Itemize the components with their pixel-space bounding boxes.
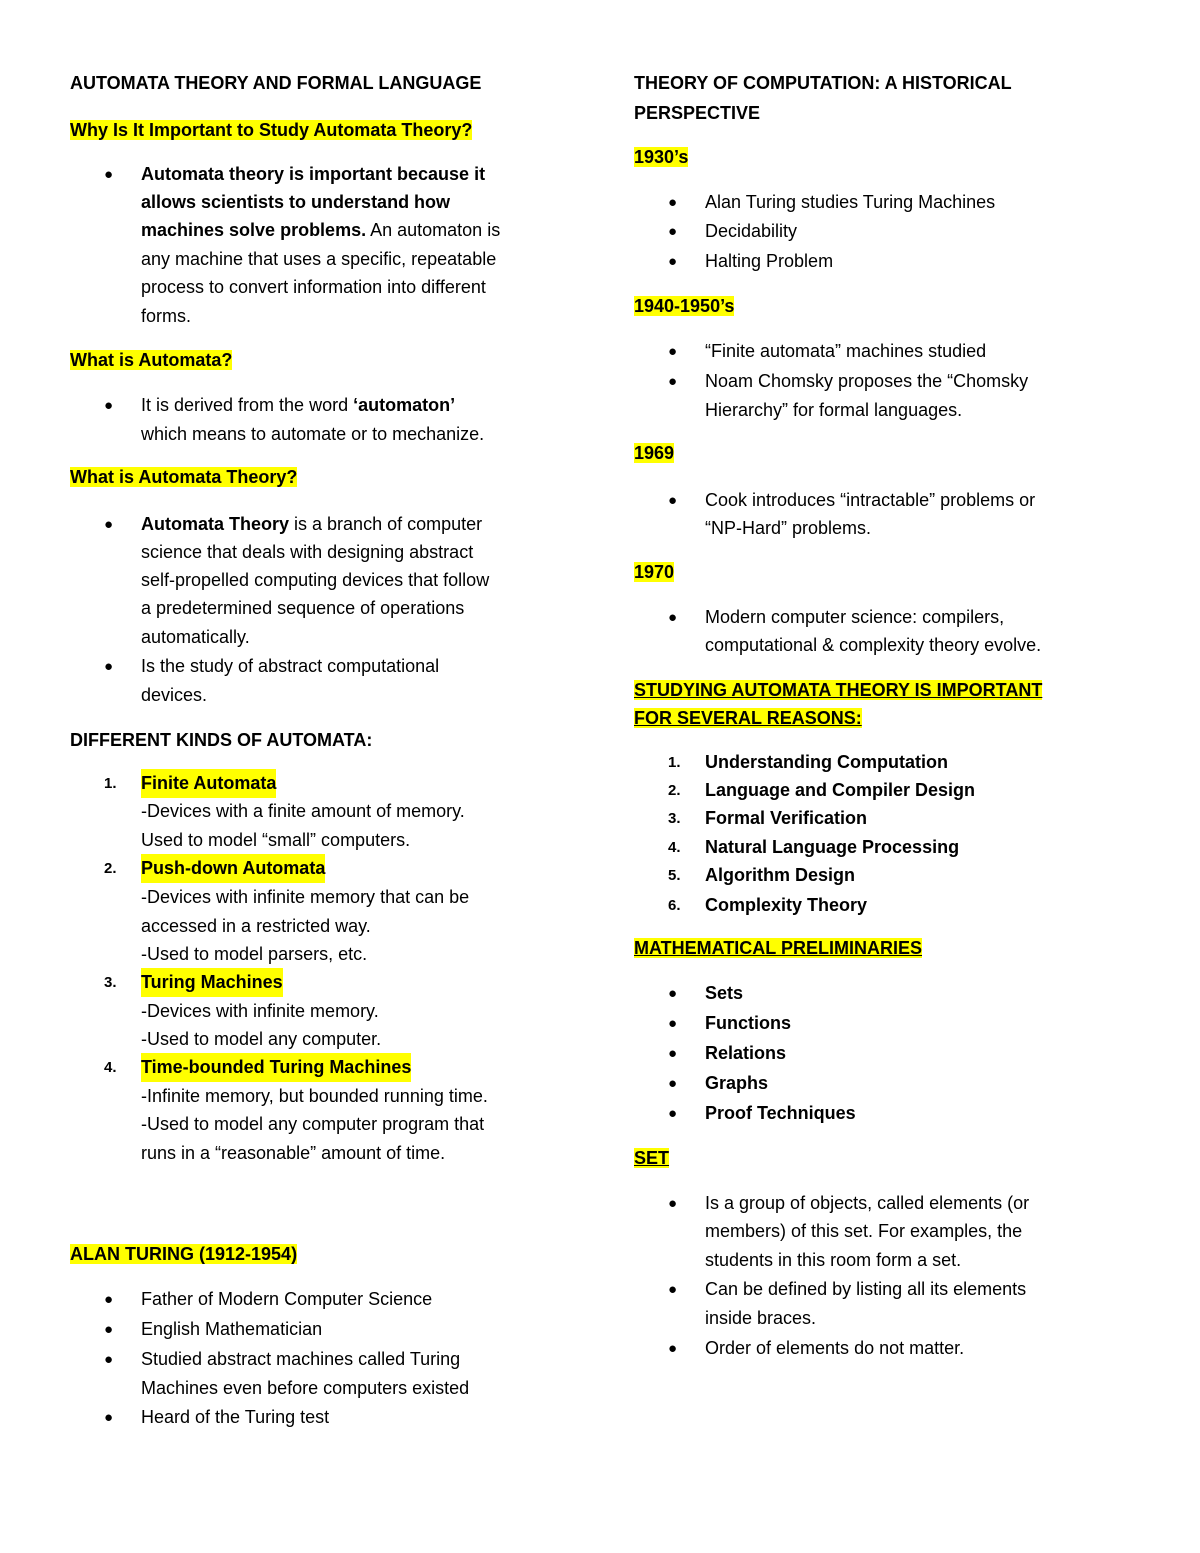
bullet-icon: ● [668, 194, 678, 211]
era-label: 1930’s [634, 147, 689, 167]
reasons-heading: STUDYING AUTOMATA THEORY IS IMPORTANT [634, 680, 1043, 700]
bullet-icon: ● [104, 1291, 114, 1308]
reasons-heading-2: FOR SEVERAL REASONS: [634, 708, 862, 728]
what-automata-heading: What is Automata? [70, 350, 233, 370]
bullet-icon: ● [668, 1045, 678, 1062]
bullet-icon: ● [668, 1015, 678, 1032]
era-label: 1970 [634, 562, 675, 582]
bullet-icon: ● [668, 1195, 678, 1212]
era-label: 1940-1950’s [634, 296, 735, 316]
bullet-icon: ● [104, 516, 114, 533]
bullet-icon: ● [104, 1351, 114, 1368]
bullet-icon: ● [668, 609, 678, 626]
bullet-icon: ● [668, 1340, 678, 1357]
bullet-icon: ● [668, 492, 678, 509]
bullet-icon: ● [668, 1105, 678, 1122]
turing-heading: ALAN TURING (1912-1954) [70, 1244, 298, 1264]
document-title: AUTOMATA THEORY AND FORMAL LANGUAGE [70, 73, 482, 93]
set-heading: SET [634, 1148, 670, 1168]
bullet-icon: ● [668, 253, 678, 270]
math-heading: MATHEMATICAL PRELIMINARIES [634, 938, 922, 958]
bullet-icon: ● [668, 343, 678, 360]
bullet-icon: ● [104, 1409, 114, 1426]
history-title: THEORY OF COMPUTATION: A HISTORICAL [634, 73, 1012, 93]
bullet-icon: ● [104, 397, 114, 414]
bullet-icon: ● [668, 985, 678, 1002]
bullet-icon: ● [104, 166, 114, 183]
why-heading: Why Is It Important to Study Automata Theory? [70, 120, 473, 140]
kinds-heading: DIFFERENT KINDS OF AUTOMATA: [70, 730, 373, 750]
what-theory-heading: What is Automata Theory? [70, 467, 298, 487]
bullet-icon: ● [668, 1281, 678, 1298]
era-label: 1969 [634, 443, 675, 463]
bullet-icon: ● [668, 1075, 678, 1092]
bullet-icon: ● [668, 373, 678, 390]
bullet-icon: ● [668, 223, 678, 240]
bullet-icon: ● [104, 1321, 114, 1338]
history-title-2: PERSPECTIVE [634, 103, 761, 123]
bullet-icon: ● [104, 658, 114, 675]
